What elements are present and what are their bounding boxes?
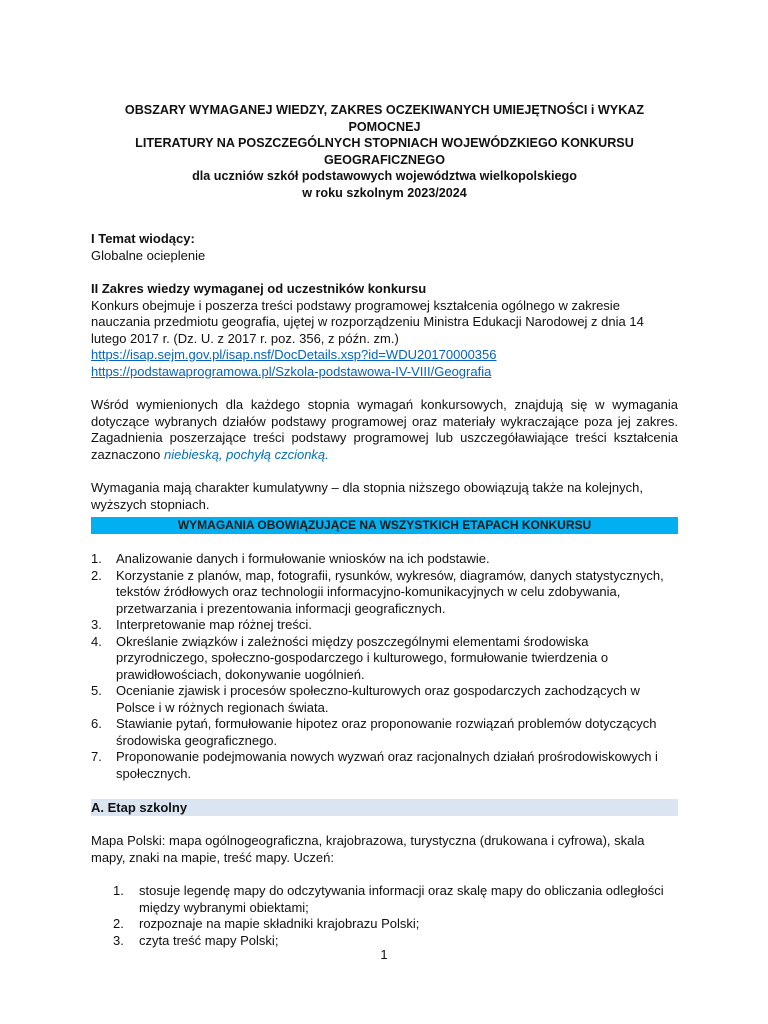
list-item-text: czyta treść mapy Polski; [139, 932, 279, 948]
list-item-text: Analizowanie danych i formułowanie wniosków na ich podstawie. [116, 551, 490, 566]
list-item-text: Interpretowanie map różnej treści. [116, 617, 312, 632]
title-line-1: OBSZARY WYMAGANEJ WIEDZY, ZAKRES OCZEKIWANYCH UMIEJĘTNOŚCI i WYKAZ POMOCNEJ [124, 103, 645, 134]
stage-a-heading: A. Etap szkolny [91, 799, 678, 816]
document-title [91, 102, 678, 201]
scope-heading: II Zakres wiedzy wymaganej od uczestników konkursu [91, 281, 427, 296]
scope-paragraph: Konkurs obejmuje i poszerza treści podstawy programowej kształcenia ogólnego w zakresie nauczania przedmiotu geografia, ujętej w rozporządzeniu Ministra Edukacji Narodowej z dnia 14 lutego 2017 r. (Dz. U. z 2017 r. poz. 356, z późn. zm.) [91, 297, 644, 346]
list-item-number: 4. [91, 633, 102, 649]
stage-a-intro: Mapa Polski: mapa ogólnogeograficzna, krajobrazowa, turystyczna (drukowana i cyfrowa), skala mapy, znaki na mapie, treść mapy. Uczeń: [91, 833, 645, 865]
list-item [113, 916, 678, 933]
list-item [91, 568, 678, 618]
list-item-text: Ocenianie zjawisk i procesów społeczno-kulturowych oraz gospodarczych zachodzących w Polsce i w różnych regionach świata. [116, 683, 640, 715]
list-item-text: Stawianie pytań, formułowanie hipotez oraz proponowanie rozwiązań problemów dotyczących środowiska geograficznego. [116, 716, 657, 748]
list-item [113, 883, 678, 916]
topic-heading: I Temat wiodący: [91, 231, 195, 246]
list-item [91, 551, 678, 568]
list-item [91, 716, 678, 749]
cumulative-note: Wymagania mają charakter kumulatywny – dla stopnia niższego obowiązują także na kolejnych, wyższych stopniach. [91, 480, 643, 512]
stage-a-list [113, 883, 678, 949]
title-line-2: LITERATURY NA POSZCZEGÓLNYCH STOPNIACH WOJEWÓDZKIEGO KONKURSU GEOGRAFICZNEGO [135, 136, 634, 167]
topic-text: Globalne ocieplenie [91, 247, 206, 263]
list-item-text: Proponowanie podejmowania nowych wyzwań oraz racjonalnych działań prośrodowiskowych i społecznych. [116, 749, 658, 781]
list-item-number: 1. [113, 883, 124, 898]
list-item [91, 749, 678, 782]
list-item-number: 7. [91, 749, 102, 764]
requirements-list [91, 551, 678, 782]
link-podstawa-programowa[interactable]: https://podstawaprogramowa.pl/Szkola-podstawowa-IV-VIII/Geografia [91, 363, 492, 379]
section-scope [91, 281, 678, 380]
list-item-text: Określanie związków i zależności między poszczególnymi elementami środowiska przyrodniczego, społeczno-gospodarczego i kulturowego, formułowanie twierdzenia o prawidłowościach, dokonywanie uogólnień. [116, 633, 609, 682]
emphasis-note: niebieską, pochyłą czcionką. [164, 446, 329, 462]
list-item-number: 6. [91, 716, 102, 731]
list-item-number: 3. [113, 932, 124, 948]
list-item-number: 2. [113, 916, 124, 931]
list-item [91, 617, 678, 634]
link-isap[interactable]: https://isap.sejm.gov.pl/isap.nsf/DocDetails.xsp?id=WDU20170000356 [91, 347, 497, 362]
list-item-number: 3. [91, 617, 102, 632]
all-stages-banner: WYMAGANIA OBOWIĄZUJĄCE NA WSZYSTKICH ETAPACH KONKURSU [91, 517, 678, 534]
title-line-4: w roku szkolnym 2023/2024 [302, 185, 467, 200]
list-item [91, 683, 678, 716]
requirements-note-paragraph [91, 397, 678, 463]
page-number: 1 [380, 947, 388, 962]
title-line-3: dla uczniów szkół podstawowych województwa wielkopolskiego [192, 169, 577, 183]
list-item-number: 2. [91, 567, 102, 583]
list-item-text: rozpoznaje na mapie składniki krajobrazu Polski; [139, 916, 420, 931]
list-item-number: 1. [91, 551, 102, 566]
page-content [91, 102, 678, 949]
list-item-text: Korzystanie z planów, map, fotografii, rysunków, wykresów, diagramów, danych statystycznych, tekstów źródłowych oraz technologii informacyjno-komunikacyjnych w celu zdobywania, przetwarzania i prezentowania informacji geograficznych. [116, 567, 664, 616]
list-item-text: stosuje legendę mapy do odczytywania informacji oraz skalę mapy do obliczania odległości między wybranymi obiektami; [139, 883, 664, 915]
section-topic [91, 231, 678, 264]
list-item [91, 634, 678, 684]
list-item-number: 5. [91, 683, 102, 698]
requirements-note-text: Wśród wymienionych dla każdego stopnia wymagań konkursowych, znajdują się w wymagania dotyczące wybranych działów podstawy programowej oraz materiały wykraczające poza jej zakres. Zagadnienia poszerzające treści podstawy programowej lub uszczegóławiające treści kształcenia zaznaczono [91, 397, 678, 462]
